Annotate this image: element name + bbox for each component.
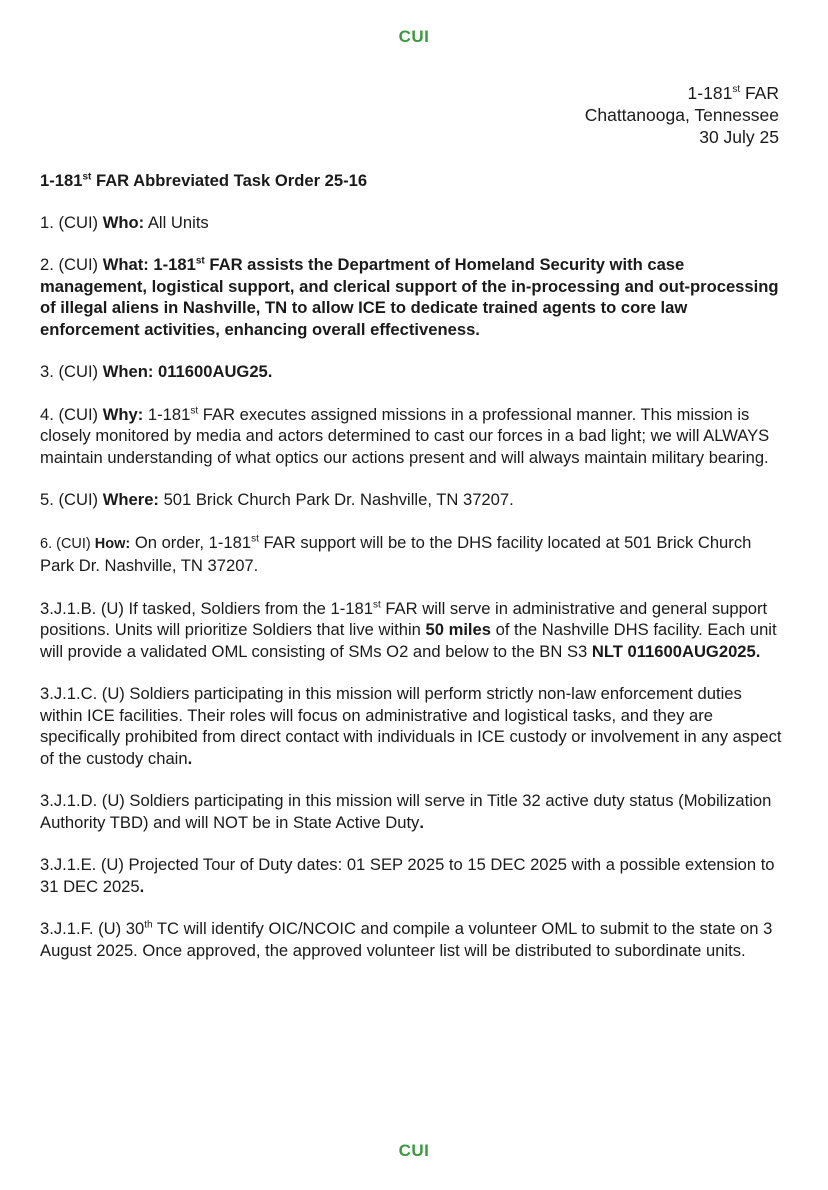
paragraph-3j1c: 3.J.1.C. (U) Soldiers participating in this mission will perform strictly non-law enforcement duties within ICE facilities. Their roles will focus on administrative and logistical tasks, and they are specifically prohibited from direct contact with individuals in ICE custody or involvement in any aspect of the custody chain. (40, 684, 782, 768)
paragraph-3j1d: 3.J.1.D. (U) Soldiers participating in this mission will serve in Title 32 active duty status (Mobilization Authority TBD) and will NOT be in State Active Duty. (40, 791, 772, 832)
paragraph-when: 3. (CUI) When: 011600AUG25. (40, 362, 273, 381)
document-title: 1-181st FAR Abbreviated Task Order 25-16 (40, 171, 368, 190)
paragraph-what: 2. (CUI) What: 1-181st FAR assists the Department of Homeland Security with case management, logistical support, and clerical support of the in-processing and out-processing of illegal aliens in Nashville, TN to allow ICE to dedicate trained agents to core law enforcement activities, enhancing overall effectiveness. (40, 255, 779, 339)
paragraph-where: 5. (CUI) Where: 501 Brick Church Park Dr. Nashville, TN 37207. (40, 490, 514, 509)
cui-marking-top: CUI (398, 27, 430, 46)
paragraph-who: 1. (CUI) Who: All Units (40, 212, 209, 232)
unit-location: Chattanooga, Tennessee (584, 105, 779, 125)
paragraph-3j1e: 3.J.1.E. (U) Projected Tour of Duty dates: 01 SEP 2025 to 15 DEC 2025 with a possible extension to 31 DEC 2025. (40, 855, 775, 896)
document-date: 30 July 25 (699, 127, 779, 147)
paragraph-why: 4. (CUI) Why: 1-181st FAR executes assigned missions in a professional manner. This mission is closely monitored by media and actors determined to cast our forces in a bad light; we will ALWAYS maintain understanding of what optics our actions present and will always maintain military bearing. (40, 404, 770, 467)
paragraph-3j1f: 3.J.1.F. (U) 30th TC will identify OIC/NCOIC and compile a volunteer OML to submit to the state on 3 August 2025. Once approved, the approved volunteer list will be distributed to subordinate units. (40, 919, 773, 960)
unit-header (585, 82, 779, 148)
cui-marking-bottom: CUI (398, 1141, 430, 1160)
paragraph-3j1b: 3.J.1.B. (U) If tasked, Soldiers from the 1-181st FAR will serve in administrative and general support positions. Units will prioritize Soldiers that live within 50 miles of the Nashville DHS facility. Each unit will provide a validated OML consisting of SMs O2 and below to the BN S3 NLT 011600AUG2025. (40, 598, 777, 661)
unit-name: 1-181st FAR (687, 83, 779, 103)
document-body (40, 170, 788, 982)
paragraph-how: 6. (CUI) How: On order, 1-181st FAR support will be to the DHS facility located at 501 Brick Church Park Dr. Nashville, TN 37207. (40, 532, 752, 575)
